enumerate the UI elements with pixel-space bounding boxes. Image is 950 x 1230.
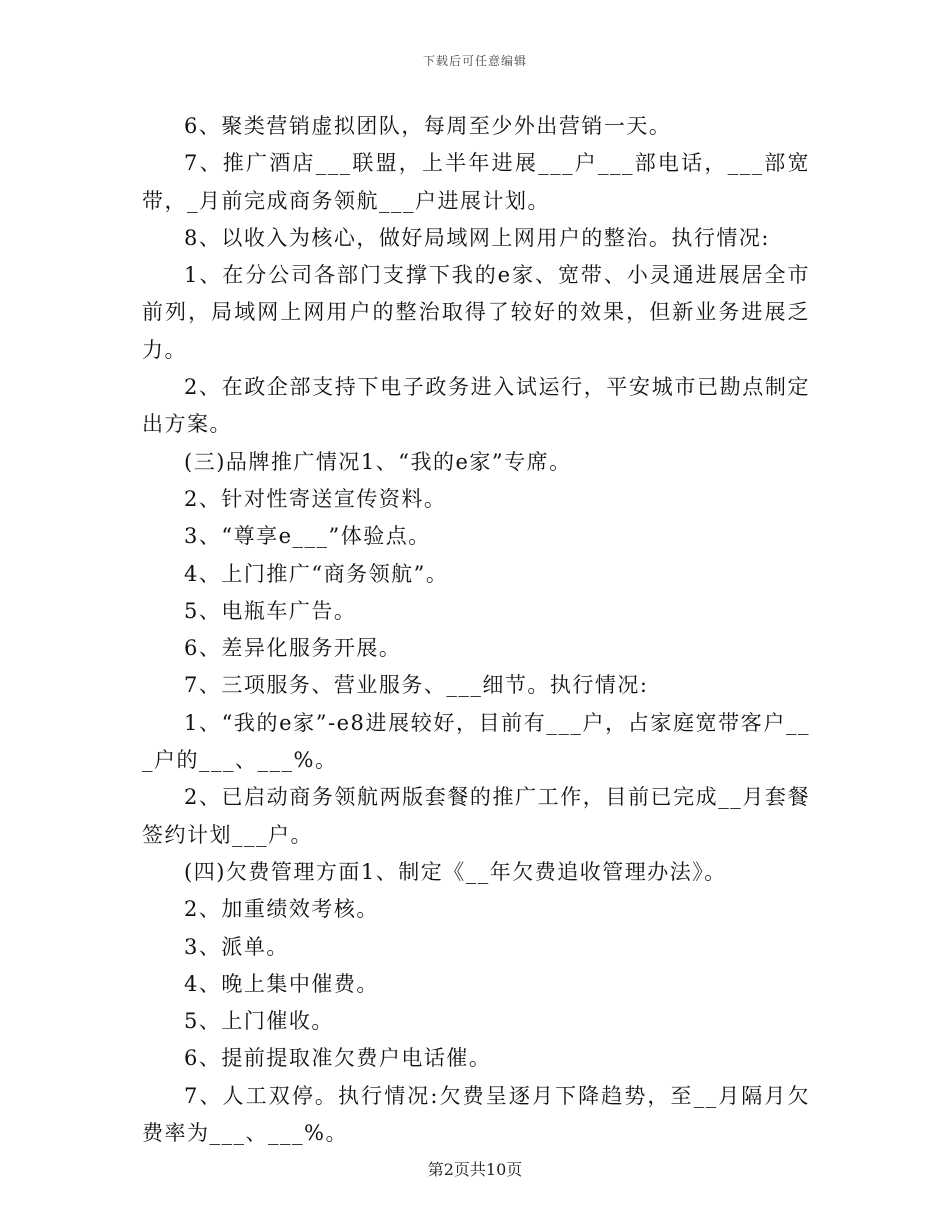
document-body [142,108,810,1152]
page-header: 下载后可任意编辑 [422,54,527,68]
paragraph: 2、针对性寄送宣传资料。 [184,486,447,511]
paragraph: 4、晚上集中催费。 [184,971,379,996]
paragraph: 7、推广酒店___联盟，上半年进展___户___部电话，___部宽带，_月前完成商务领航___户进展计划。 [142,151,810,213]
paragraph: 7、三项服务、营业服务、___细节。执行情况: [184,673,649,698]
page-number: 第2页共10页 [427,1160,523,1179]
paragraph: 6、提前提取准欠费户电话催。 [184,1046,492,1071]
paragraph: 5、上门催收。 [184,1009,334,1034]
paragraph: 1、在分公司各部门支撑下我的e家、宽带、小灵通进展居全市前列，局域网上网用户的整治取得了较好的效果，但新业务进展乏力。 [142,263,810,362]
paragraph: 6、聚类营销虚拟团队，每周至少外出营销一天。 [184,114,672,138]
paragraph: 2、已启动商务领航两版套餐的推广工作，目前已完成__月套餐签约计划___户。 [142,785,810,847]
paragraph: 4、上门推广“商务领航”。 [184,561,449,586]
paragraph: 1、“我的e家”-e8进展较好，目前有___户，占家庭宽带客户___户的___、___%。 [142,710,810,773]
section-heading: (四)欠费管理方面1、制定《__年欠费追收管理办法》。 [184,859,727,884]
paragraph: 5、电瓶车广告。 [184,598,357,623]
paragraph: 8、以收入为核心，做好局域网上网用户的整治。执行情况: [184,225,770,250]
paragraph: 3、派单。 [184,934,289,959]
paragraph: 2、加重绩效考核。 [184,897,379,922]
paragraph: 6、差异化服务开展。 [184,636,402,661]
paragraph: 3、“尊享e___”体验点。 [184,524,431,549]
section-heading: (三)品牌推广情况1、“我的e家”专席。 [184,449,572,474]
paragraph: 2、在政企部支持下电子政务进入试运行，平安城市已勘点制定出方案。 [142,375,810,437]
paragraph: 7、人工双停。执行情况:欠费呈逐月下降趋势，至__月隔月欠费率为___、___%。 [142,1083,810,1146]
